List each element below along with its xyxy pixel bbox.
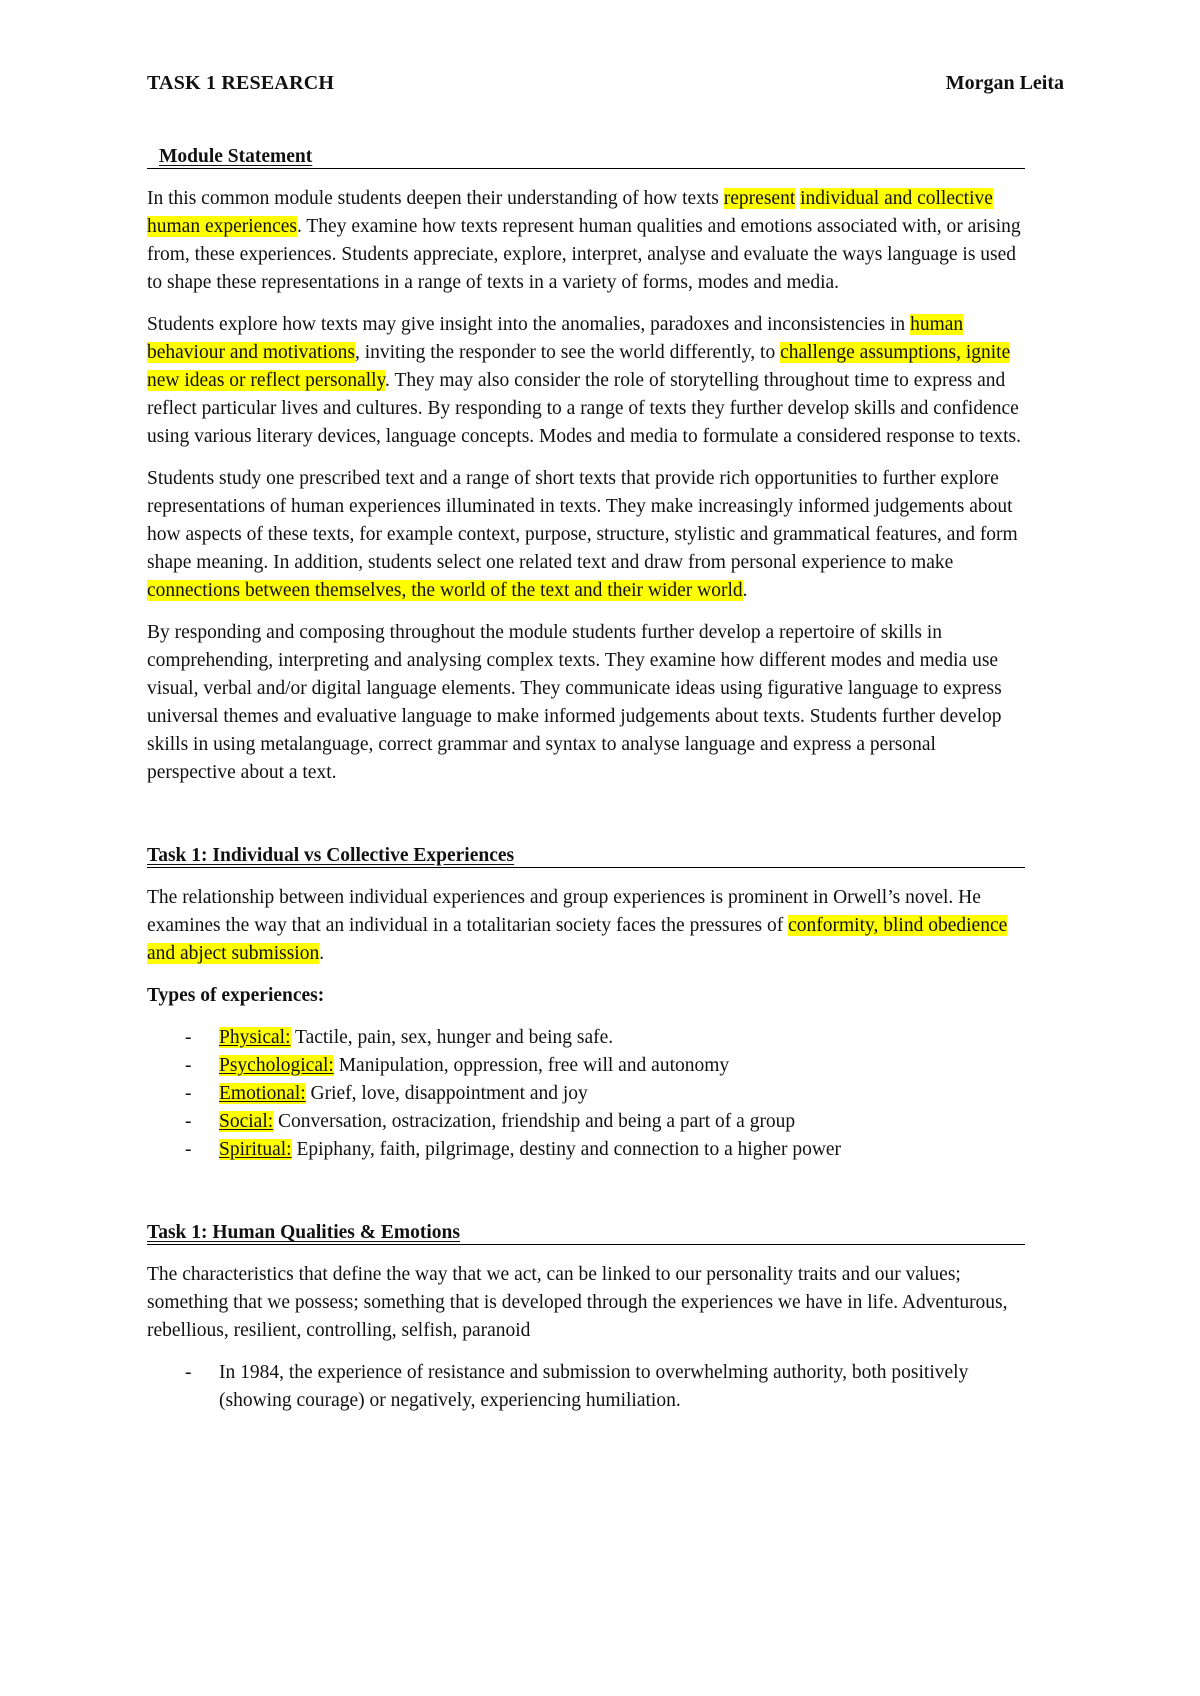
dash-bullet: - [185, 1139, 192, 1160]
dash-bullet: - [185, 1362, 192, 1383]
highlighted-text: conformity, blind obedience and abject submission [147, 915, 1008, 964]
experience-label: Emotional: [219, 1083, 306, 1104]
spacer [147, 1178, 1025, 1222]
list-item [147, 1108, 1025, 1136]
experience-label: Physical: [219, 1027, 291, 1048]
dash-bullet: - [185, 1111, 192, 1132]
document-body [147, 146, 1025, 1429]
paragraph [147, 185, 1025, 297]
list-item [147, 1136, 1025, 1164]
experience-description: Grief, love, disappointment and joy [305, 1083, 588, 1104]
highlighted-text: represent [723, 188, 796, 209]
experience-description: Manipulation, oppression, free will and autonomy [333, 1055, 730, 1076]
list-item [147, 1359, 1025, 1415]
text-run: . They may also consider the role of storytelling throughout time to express and reflect particular lives and cultures. By responding to a range of texts they further develop skills and confidence using various literary devices, language concepts. Modes and media to formulate a considered response to texts. [147, 370, 1021, 447]
list-item [147, 1052, 1025, 1080]
text-run: . [742, 580, 748, 601]
highlighted-text: connections between themselves, the world of the text and their wider world [147, 580, 743, 601]
experience-description: Epiphany, faith, pilgrimage, destiny and connection to a higher power [291, 1139, 842, 1160]
paragraph: The characteristics that define the way that we act, can be linked to our personality traits and our values; something that we possess; something that is developed through the experiences we have in life. Adventurous, rebellious, resilient, controlling, selfish, paranoid [147, 1264, 1008, 1341]
spacer [147, 801, 1025, 845]
experience-types-list [147, 1024, 1025, 1164]
list-item [147, 1080, 1025, 1108]
highlighted-text: challenge assumptions, ignite new ideas or reflect personally [147, 342, 1011, 391]
text-run: , inviting the responder to see the world differently, to [354, 342, 781, 363]
paragraph [147, 884, 1025, 968]
dash-bullet: - [185, 1083, 192, 1104]
text-run: . [319, 943, 325, 964]
highlighted-text: human behaviour and motivations [147, 314, 964, 363]
experience-label: Spiritual: [219, 1139, 292, 1160]
dash-bullet: - [185, 1027, 192, 1048]
section-heading-human-qualities: Task 1: Human Qualities & Emotions [147, 1222, 1025, 1245]
list-item-text: In 1984, the experience of resistance and submission to overwhelming authority, both positively (showing courage) or negatively, experiencing humiliation. [219, 1362, 969, 1411]
text-run: Students study one prescribed text and a range of short texts that provide rich opportunities to further explore representations of human experiences illuminated in texts. They make increasingly informed judgements about how aspects of these texts, for example context, purpose, structure, stylistic and grammatical features, and form shape meaning. In addition, students select one related text and draw from personal experience to make [147, 468, 1018, 573]
document-title: TASK 1 RESEARCH [147, 72, 335, 94]
paragraph: By responding and composing throughout the module students further develop a repertoire of skills in comprehending, interpreting and analysing complex texts. They examine how different modes and media use visual, verbal and/or digital language elements. They communicate ideas using figurative language to express universal themes and evaluative language to make informed judgements about texts. Students further develop skills in using metalanguage, correct grammar and syntax to analyse language and express a personal perspective about a text. [147, 622, 1002, 783]
section-heading-module-statement: Module Statement [147, 146, 1025, 169]
experience-description: Tactile, pain, sex, hunger and being safe. [290, 1027, 614, 1048]
dash-bullet: - [185, 1055, 192, 1076]
list-item [147, 1024, 1025, 1052]
types-heading: Types of experiences: [147, 985, 325, 1006]
paragraph [147, 465, 1025, 605]
author-name: Morgan Leita [945, 72, 1064, 94]
experience-description: Conversation, ostracization, friendship and being a part of a group [273, 1111, 796, 1132]
text-run: In this common module students deepen their understanding of how texts [147, 188, 724, 209]
section-heading-individual-vs-collective: Task 1: Individual vs Collective Experiences [147, 845, 1025, 868]
text-run: Students explore how texts may give insight into the anomalies, paradoxes and inconsistencies in [147, 314, 911, 335]
paragraph [147, 311, 1025, 451]
experience-label: Social: [219, 1111, 274, 1132]
qualities-list [147, 1359, 1025, 1415]
text-run: . They examine how texts represent human qualities and emotions associated with, or arising from, these experiences. Students appreciate, explore, interpret, analyse and evaluate the ways language is used to shape these representations in a range of texts in a variety of forms, modes and media. [147, 216, 1021, 293]
highlighted-text: individual and collective human experiences [147, 188, 993, 237]
experience-label: Psychological: [219, 1055, 334, 1076]
text-run: The relationship between individual experiences and group experiences is prominent in Orwell’s novel. He examines the way that an individual in a totalitarian society faces the pressures of [147, 887, 981, 936]
